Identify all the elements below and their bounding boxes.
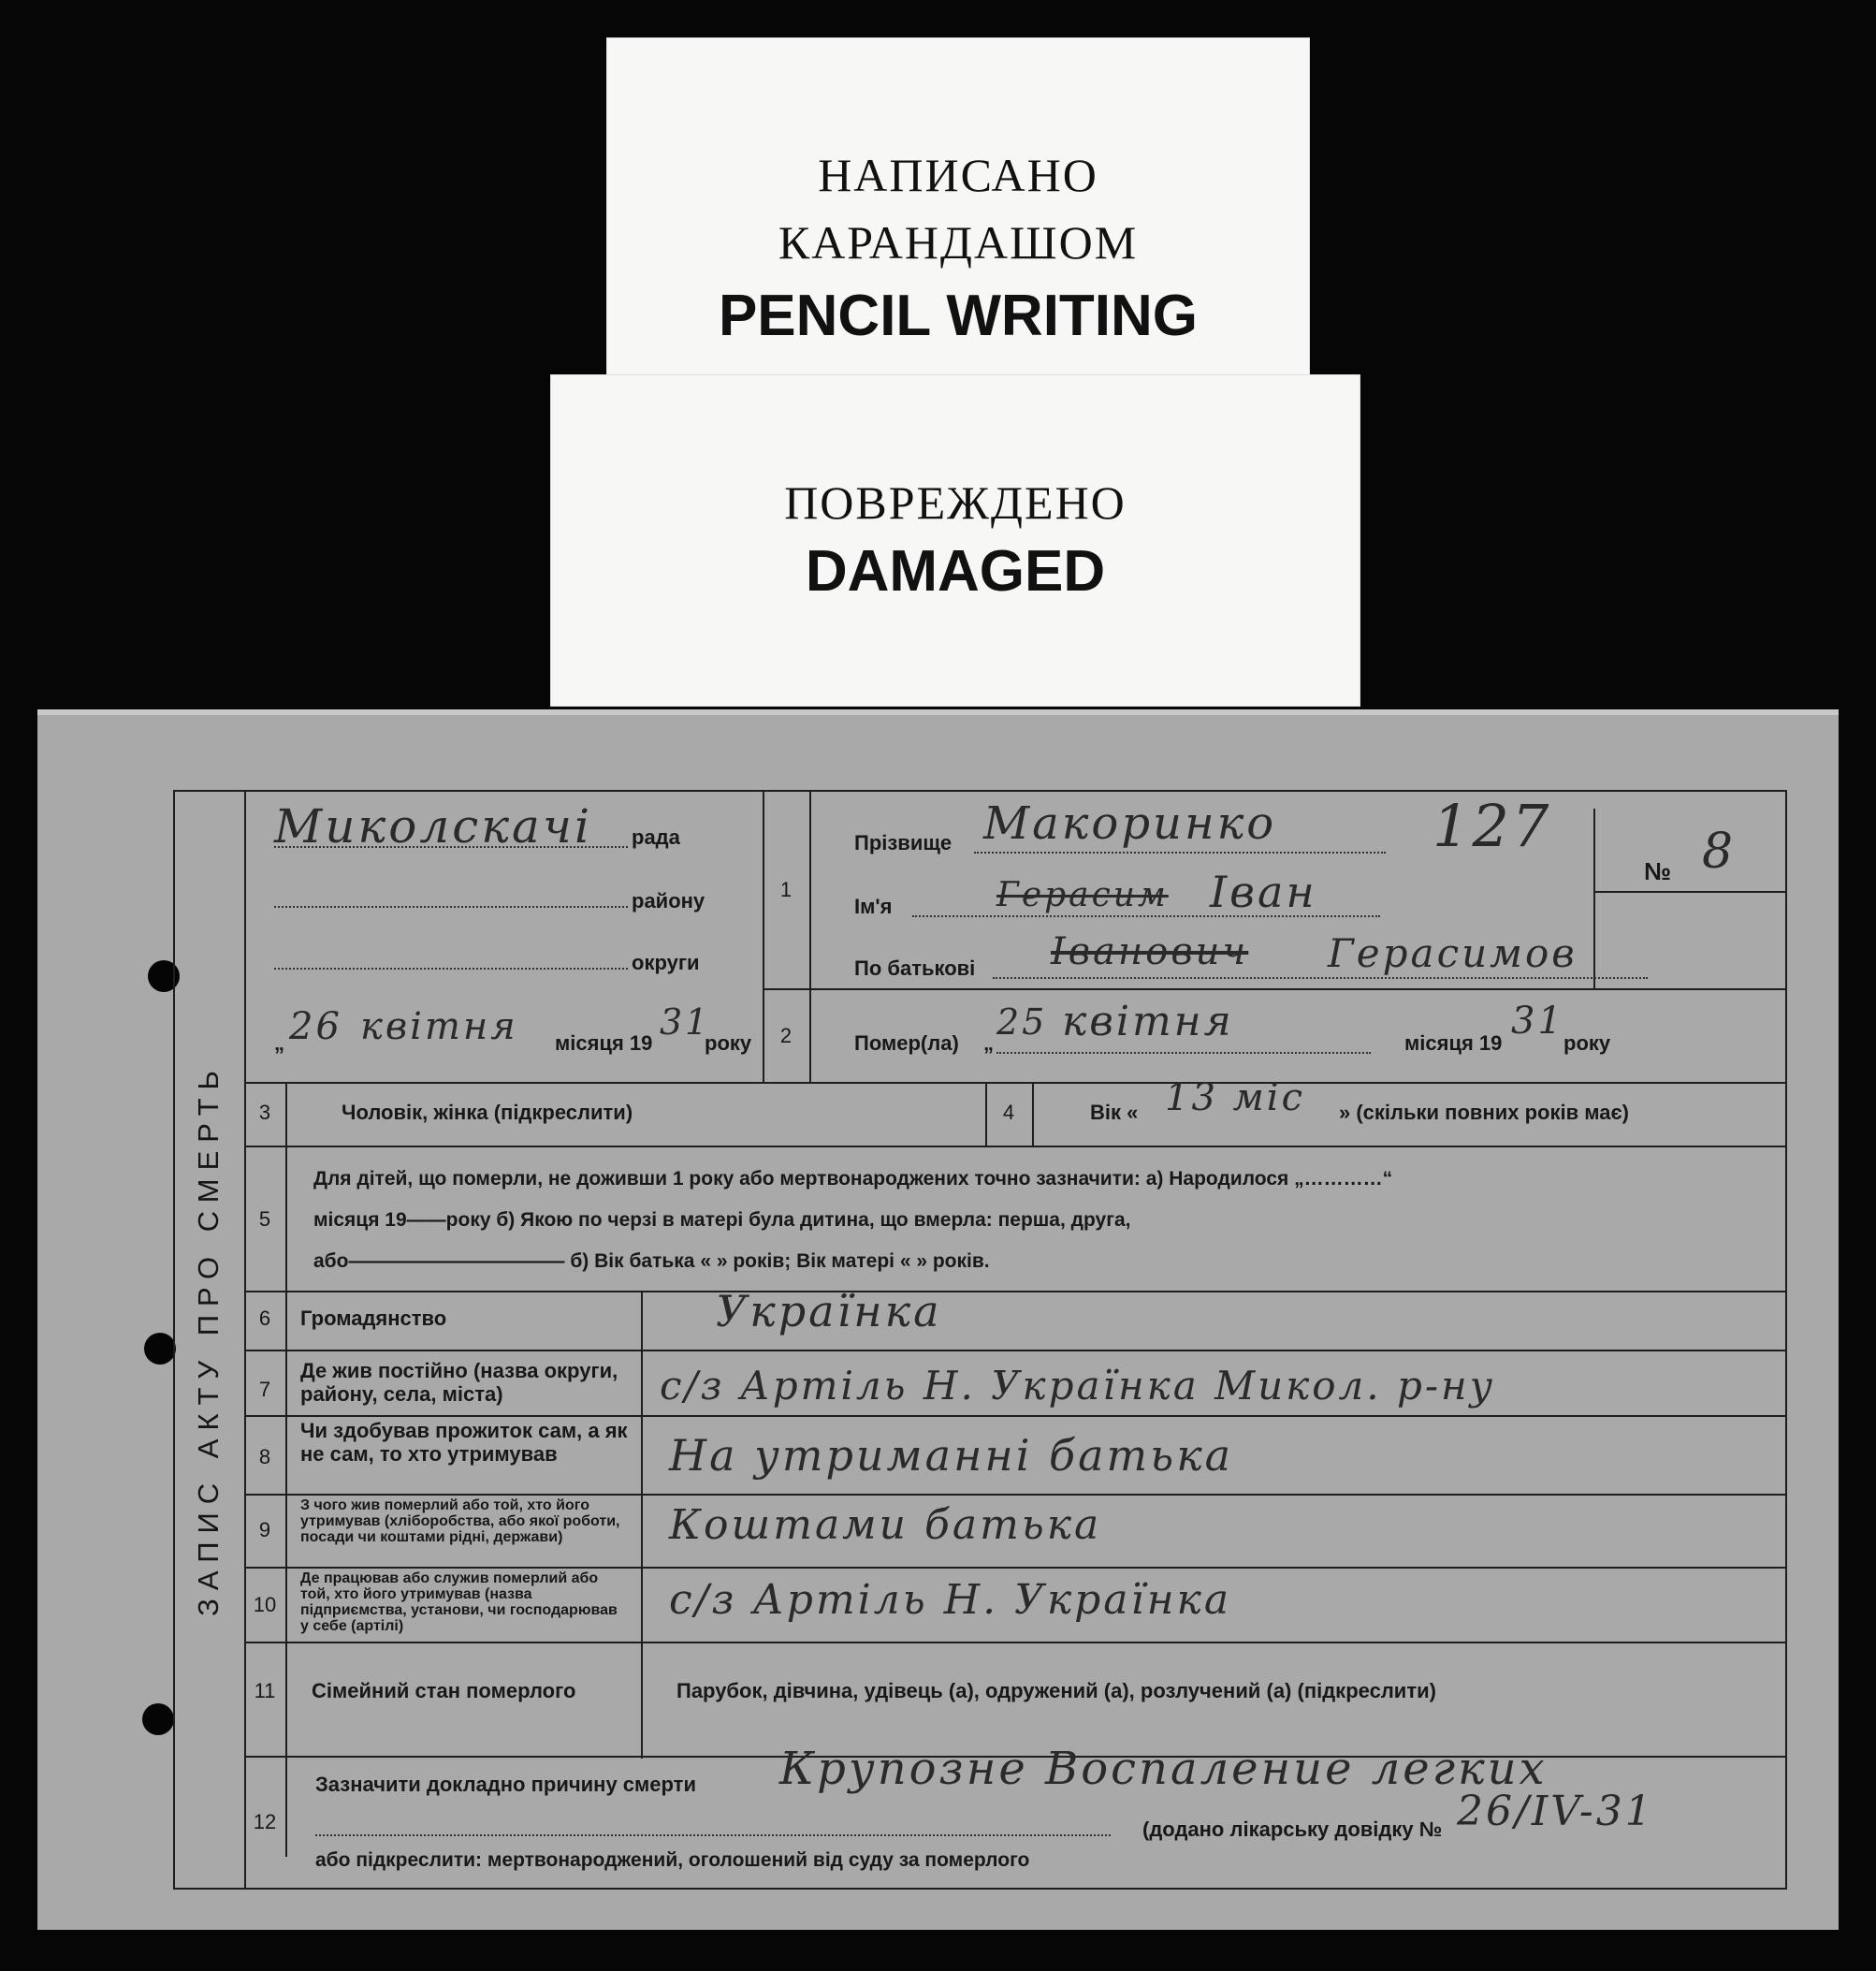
field-number: 6 (258, 1307, 271, 1330)
handwritten-name: Іван (1210, 867, 1317, 917)
rayon-label: району (632, 889, 705, 912)
field-number: 2 (779, 1024, 793, 1047)
certificate-label: (додано лікарську довідку № (1142, 1818, 1443, 1841)
rule (1593, 891, 1785, 893)
field-number: 5 (258, 1207, 271, 1231)
handwritten-certificate-number: 26/IV-31 (1457, 1788, 1654, 1835)
handwritten-age: 13 міс (1165, 1076, 1305, 1119)
handwritten-month: квітня (360, 1005, 518, 1048)
form-grid (173, 790, 1787, 1890)
marital-status-options: Парубок, дівчина, удівець (а), одружений (а), розлучений (а) (підкреслити) (676, 1679, 1436, 1702)
blank-line (274, 846, 628, 848)
okrug-label: округи (632, 951, 700, 974)
stillborn-options: або підкреслити: мертвонароджений, оголошений від суду за померлого (315, 1849, 1030, 1871)
blank-line (274, 968, 628, 970)
child-line2: місяця 19——року б) Якою по черзі в матері була дитина, що вмерла: перша, друга, (313, 1209, 1131, 1231)
rule (244, 1350, 1785, 1351)
pencil-label-line3: PENCIL WRITING (718, 284, 1199, 348)
sex-options: Чоловік, жінка (підкреслити) (342, 1101, 633, 1124)
field-number: 4 (1002, 1101, 1015, 1124)
handwritten-name-struck: Герасим (996, 876, 1169, 914)
handwritten-workplace: с/з Артіль Н. Українка (669, 1576, 1232, 1624)
blank-line (993, 977, 1648, 979)
died-year-label: року (1563, 1031, 1611, 1055)
damaged-label-line1: ПОВРЕЖДЕНО (784, 476, 1127, 529)
patronymic-label: По батькові (854, 956, 976, 980)
died-month-label: місяця 19 (1404, 1031, 1503, 1055)
rule (1785, 790, 1787, 1890)
residence-label: Де жив постійно (назва округи, району, села, міста) (300, 1359, 618, 1406)
rule (641, 1291, 643, 1759)
blank-line (974, 852, 1386, 854)
rada-label: рада (632, 825, 680, 849)
punch-hole (144, 1333, 176, 1365)
death-record-form (37, 709, 1839, 1930)
workplace-label: Де працював або служив померлий або той, хто його утримував (назва підприємства, установи, чи господарював у себе (артілі) (300, 1570, 618, 1634)
handwritten-died-year: 31 (1511, 1000, 1564, 1043)
blank-line (996, 1052, 1371, 1054)
rule (763, 988, 1785, 990)
livelihood-label: Чи здобував прожиток сам, а як не сам, то хто утримував (300, 1419, 628, 1466)
age-suffix: » (скільки повних років має) (1339, 1101, 1629, 1124)
rule (244, 1082, 1785, 1084)
field-number: 1 (779, 878, 793, 901)
surname-label: Прізвище (854, 831, 953, 854)
handwritten-surname: Макоринко (983, 797, 1277, 850)
field-number: 3 (258, 1101, 271, 1124)
damaged-label-line2: DAMAGED (805, 539, 1106, 604)
handwritten-livelihood: На утриманні батька (669, 1430, 1234, 1481)
left-year-label: року (705, 1031, 752, 1055)
pencil-label-line1: НАПИСАНО (818, 149, 1098, 201)
field-number: 9 (258, 1518, 271, 1541)
handwritten-died-month: квітня (1062, 998, 1234, 1045)
field-number: 10 (253, 1593, 277, 1616)
name-label: Ім'я (854, 895, 893, 918)
age-label: Вік « (1090, 1101, 1139, 1124)
handwritten-patronymic-struck: Іванович (1051, 930, 1249, 973)
died-date-quote: „ (983, 1031, 994, 1055)
rule (244, 1642, 1785, 1643)
damaged-label (550, 374, 1360, 707)
handwritten-day: 26 (289, 1005, 342, 1048)
left-month-label: місяця 19 (555, 1031, 653, 1055)
rule (1032, 1082, 1034, 1146)
handwritten-year: 31 (660, 1001, 711, 1043)
left-date-quote: „ (274, 1031, 284, 1055)
rule (244, 1291, 1785, 1292)
handwritten-citizenship: Українка (716, 1286, 942, 1336)
vertical-title: ЗАПИС АКТУ ПРО СМЕРТЬ (192, 1062, 225, 1616)
handwritten-record-number: 127 (1432, 792, 1552, 860)
field-number: 7 (258, 1378, 271, 1401)
rule (244, 1494, 1785, 1496)
blank-line (315, 1834, 1111, 1836)
rule (244, 1567, 1785, 1569)
handwritten-cause-of-death: Крупозне Воспаление легких (779, 1743, 1548, 1795)
pencil-writing-label (606, 37, 1310, 402)
blank-line (912, 915, 1380, 917)
rule (244, 1415, 1785, 1417)
handwritten-residence: с/з Артіль Н. Українка Микол. р-ну (660, 1363, 1496, 1409)
handwritten-patronymic: Герасимов (1328, 930, 1578, 976)
field-number: 12 (253, 1810, 277, 1833)
citizenship-label: Громадянство (300, 1307, 447, 1330)
marital-status-label: Сімейний стан померлого (312, 1679, 576, 1702)
rule (244, 1146, 1785, 1147)
handwritten-rada: Миколскачі (274, 799, 592, 854)
died-label: Помер(ла) (854, 1031, 959, 1055)
pencil-label-line2: КАРАНДАШОМ (778, 216, 1139, 269)
rule (285, 1082, 287, 1857)
child-line1: Для дітей, що померли, не доживши 1 року або мертвонароджених точно зазначити: а) Народилося „…………“ (313, 1168, 1393, 1190)
field-number: 8 (258, 1445, 271, 1468)
cause-of-death-label: Зазначити докладно причину смерти (315, 1773, 696, 1796)
income-source-label: З чого жив померлий або той, хто його утримував (хліборобства, або якої роботи, посади чи коштами рідні, держави) (300, 1497, 620, 1545)
handwritten-died-day: 25 (996, 1001, 1048, 1043)
handwritten-no: 8 (1702, 824, 1737, 880)
punch-hole (142, 1703, 174, 1735)
child-line3: або——————————— б) Вік батька « » років; Вік матері « » років. (313, 1250, 990, 1272)
rule (809, 790, 811, 1082)
rule (1593, 809, 1595, 988)
rule (173, 1888, 1787, 1890)
field-number: 11 (254, 1679, 276, 1702)
handwritten-income-source: Коштами батька (669, 1501, 1102, 1549)
number-label: № (1644, 857, 1671, 885)
blank-line (274, 906, 628, 908)
rule (244, 790, 246, 1890)
